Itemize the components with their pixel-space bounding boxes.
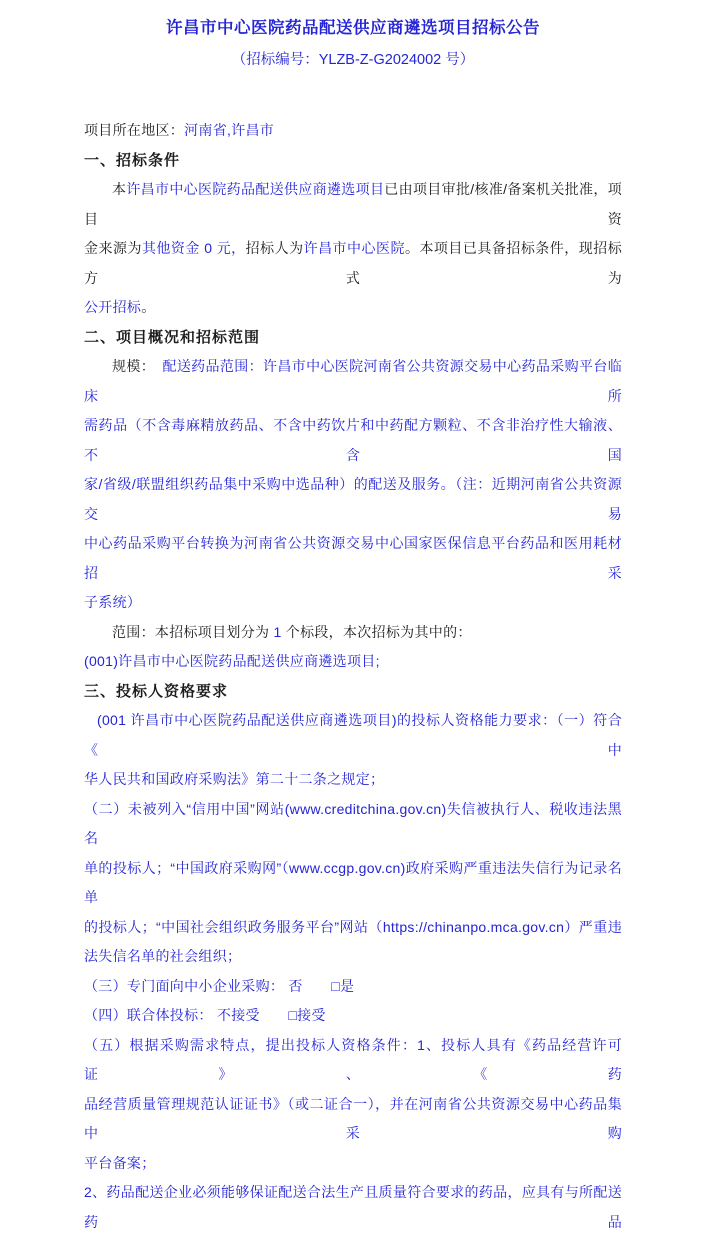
document-line	[84, 1031, 622, 1090]
document-line	[84, 116, 622, 146]
document-line	[84, 234, 622, 293]
highlighted-text: (001)许昌市中心医院药品配送供应商遴选项目;	[84, 653, 380, 669]
document-body	[84, 116, 622, 1237]
text-segment: 。本项目已具备招标条件，现招标方式为	[84, 240, 623, 286]
document-line	[84, 470, 622, 529]
text-segment: 金来源为	[84, 240, 142, 256]
highlighted-text: 华人民共和国政府采购法》第二十二条之规定；	[84, 771, 385, 787]
text-segment: 招标人为	[245, 240, 304, 256]
text-segment: 范围：本招标项目划分为	[112, 623, 274, 640]
document-line	[84, 1001, 622, 1031]
document-line	[84, 618, 622, 648]
document-title: 许昌市中心医院药品配送供应商遴选项目招标公告	[166, 19, 540, 37]
highlighted-text: （三）专门面向中小企业采购： 否 □是	[84, 977, 355, 994]
highlighted-text: （二）未被列入“信用中国”网站(www.creditchina.gov.cn)失信被执行人、税收违法黑名	[84, 800, 622, 846]
highlighted-text: 子系统）	[84, 594, 142, 610]
document-line	[84, 588, 622, 618]
highlighted-text: 品经营质量管理规范认证证书》（或二证合一），并在河南省公共资源交易中心药品集中采购	[84, 1095, 622, 1141]
highlighted-text: （五）根据采购需求特点，提出投标人资格条件：1、投标人具有《药品经营许可证》、《药	[84, 1036, 622, 1082]
highlighted-text: 中心药品采购平台转换为河南省公共资源交易中心国家医保信息平台药品和医用耗材招采	[84, 535, 622, 581]
text-segment: 已由项目审批/核准/备案机关批准，项目资	[84, 181, 622, 227]
highlighted-text: 1	[273, 623, 282, 640]
document-line	[84, 913, 622, 943]
highlighted-text: 配送药品范围：许昌市中心医院河南省公共资源交易中心药品采购平台临床所	[84, 358, 622, 404]
document-line	[84, 942, 622, 972]
highlighted-text: 法失信名单的社会组织；	[84, 948, 242, 964]
section-heading	[84, 146, 622, 176]
text-segment: 。	[141, 299, 156, 315]
document-line	[84, 1149, 622, 1179]
highlighted-text: 单的投标人；“中国政府采购网”（www.ccgp.gov.cn)政府采购严重违法失信行为记录名单	[84, 859, 622, 905]
section-heading	[84, 323, 622, 353]
document-line	[84, 1178, 622, 1237]
text-segment: 三、投标人资格要求	[84, 682, 229, 700]
document-line	[84, 411, 622, 470]
text-segment: 一、招标条件	[84, 151, 181, 169]
document-line	[84, 854, 622, 913]
text-segment: 个标段，本次招标为其中的：	[281, 623, 472, 640]
highlighted-text: 的投标人；“中国社会组织政务服务平台”网站（https://chinanpo.mca.gov.cn）严重违	[84, 918, 622, 935]
highlighted-text: 许昌市中心医院	[303, 240, 405, 256]
highlighted-text: 需药品（不含毒麻精放药品、不含中药饮片和中药配方颗粒、不含非治疗性大输液、不含国	[84, 417, 622, 463]
highlighted-text: 2、药品配送企业必须能够保证配送合法生产且质量符合要求的药品，应具有与所配送药品	[84, 1184, 622, 1230]
document-line	[84, 972, 622, 1002]
highlighted-text: （四）联合体投标： 不接受 □接受	[84, 1007, 326, 1023]
highlighted-text: 平台备案；	[84, 1154, 156, 1171]
highlighted-text: 公开招标	[84, 299, 142, 315]
highlighted-text: 其他资金 0 元，	[141, 240, 246, 256]
highlighted-text: 河南省,许昌市	[184, 122, 275, 138]
text-segment: 项目所在地区：	[84, 122, 185, 138]
document-subtitle: （招标编号：YLZB-Z-G2024002 号）	[231, 52, 475, 68]
text-segment: 规模：	[112, 358, 163, 374]
text-segment: 本	[112, 181, 127, 197]
document-line	[84, 795, 622, 854]
document-line	[84, 647, 622, 677]
document-line	[84, 529, 622, 588]
document-line	[84, 293, 622, 323]
highlighted-text: 许昌市中心医院药品配送供应商遴选项目	[126, 181, 385, 197]
highlighted-text: (001 许昌市中心医院药品配送供应商遴选项目)的投标人资格能力要求：（一）符合《中	[84, 712, 622, 758]
document-line	[84, 706, 622, 765]
document-line	[84, 175, 622, 234]
text-segment: 二、项目概况和招标范围	[84, 328, 261, 346]
document-line	[84, 1090, 622, 1149]
document-line	[84, 352, 622, 411]
section-heading	[84, 677, 622, 707]
highlighted-text: 家/省级/联盟组织药品集中采购中选品种）的配送及服务。（注：近期河南省公共资源交易	[84, 476, 622, 522]
document-line	[84, 765, 622, 795]
